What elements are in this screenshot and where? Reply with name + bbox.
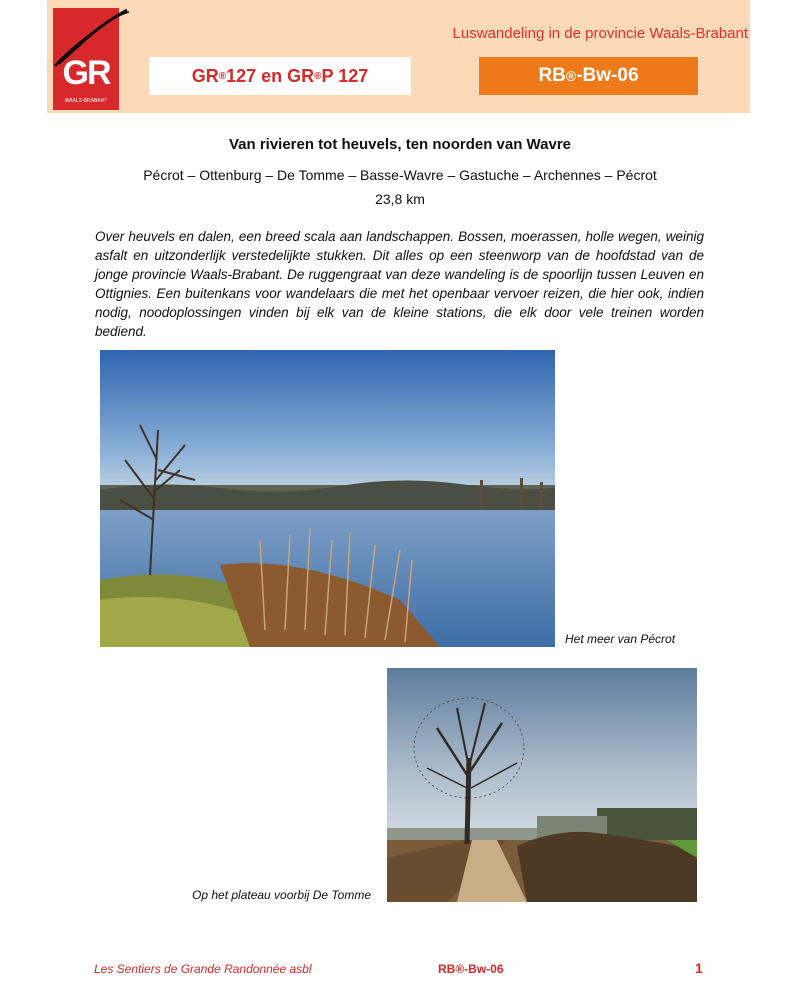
document-title: Van rivieren tot heuvels, ten noorden van Wavre [228, 136, 572, 153]
route-label [149, 57, 411, 95]
logo-text: GR [62, 54, 110, 92]
route-part-2: 127 en GR [226, 65, 315, 86]
lake-photo [100, 350, 555, 647]
lake-photo-caption: Het meer van Pécrot [565, 632, 676, 646]
intro-paragraph: Over heuvels en dalen, een breed scala aan landschappen. Bossen, moerassen, holle wegen, weinig asfalt en uitzonderlijk verstedelijkte stukken. Dit alles op een steenworp van de hoofdstad van de jonge provincie Waals-Brabant. De ruggengraat van deze wandeling is de spoorlijn tussen Leuven en Ottignies. Een buitenkans voor wandelaars die met het openbaar vervoer reizen, die hier ook, indien nodig, noodoplossingen vinden bij elk van de kleine stations, die elk door vele treinen worden bediend. [95, 229, 704, 339]
logo-subtitle: WAALS-BRABANT [64, 98, 108, 104]
code-prefix: RB [538, 65, 566, 86]
route-stops: Pécrot – Ottenburg – De Tomme – Basse-Wavre – Gastuche – Archennes – Pécrot [143, 167, 657, 183]
plateau-photo-caption: Op het plateau voorbij De Tomme [192, 888, 371, 902]
code-reg: ® [565, 68, 577, 84]
route-code-badge [479, 57, 698, 95]
gr-logo [53, 8, 119, 110]
route-reg-1: ® [218, 70, 227, 82]
page-number: 1 [695, 960, 703, 976]
route-part-3: P 127 [321, 65, 369, 86]
footer-code: RB®-Bw-06 [438, 962, 504, 976]
route-part-1: GR [191, 65, 219, 86]
header-title: Luswandeling in de provincie Waals-Brabant [452, 25, 748, 42]
plateau-photo [387, 668, 697, 902]
code-suffix: -Bw-06 [576, 65, 639, 86]
route-distance: 23,8 km [375, 191, 425, 207]
footer-organization: Les Sentiers de Grande Randonnée asbl [94, 962, 312, 976]
route-reg-2: ® [314, 70, 322, 82]
